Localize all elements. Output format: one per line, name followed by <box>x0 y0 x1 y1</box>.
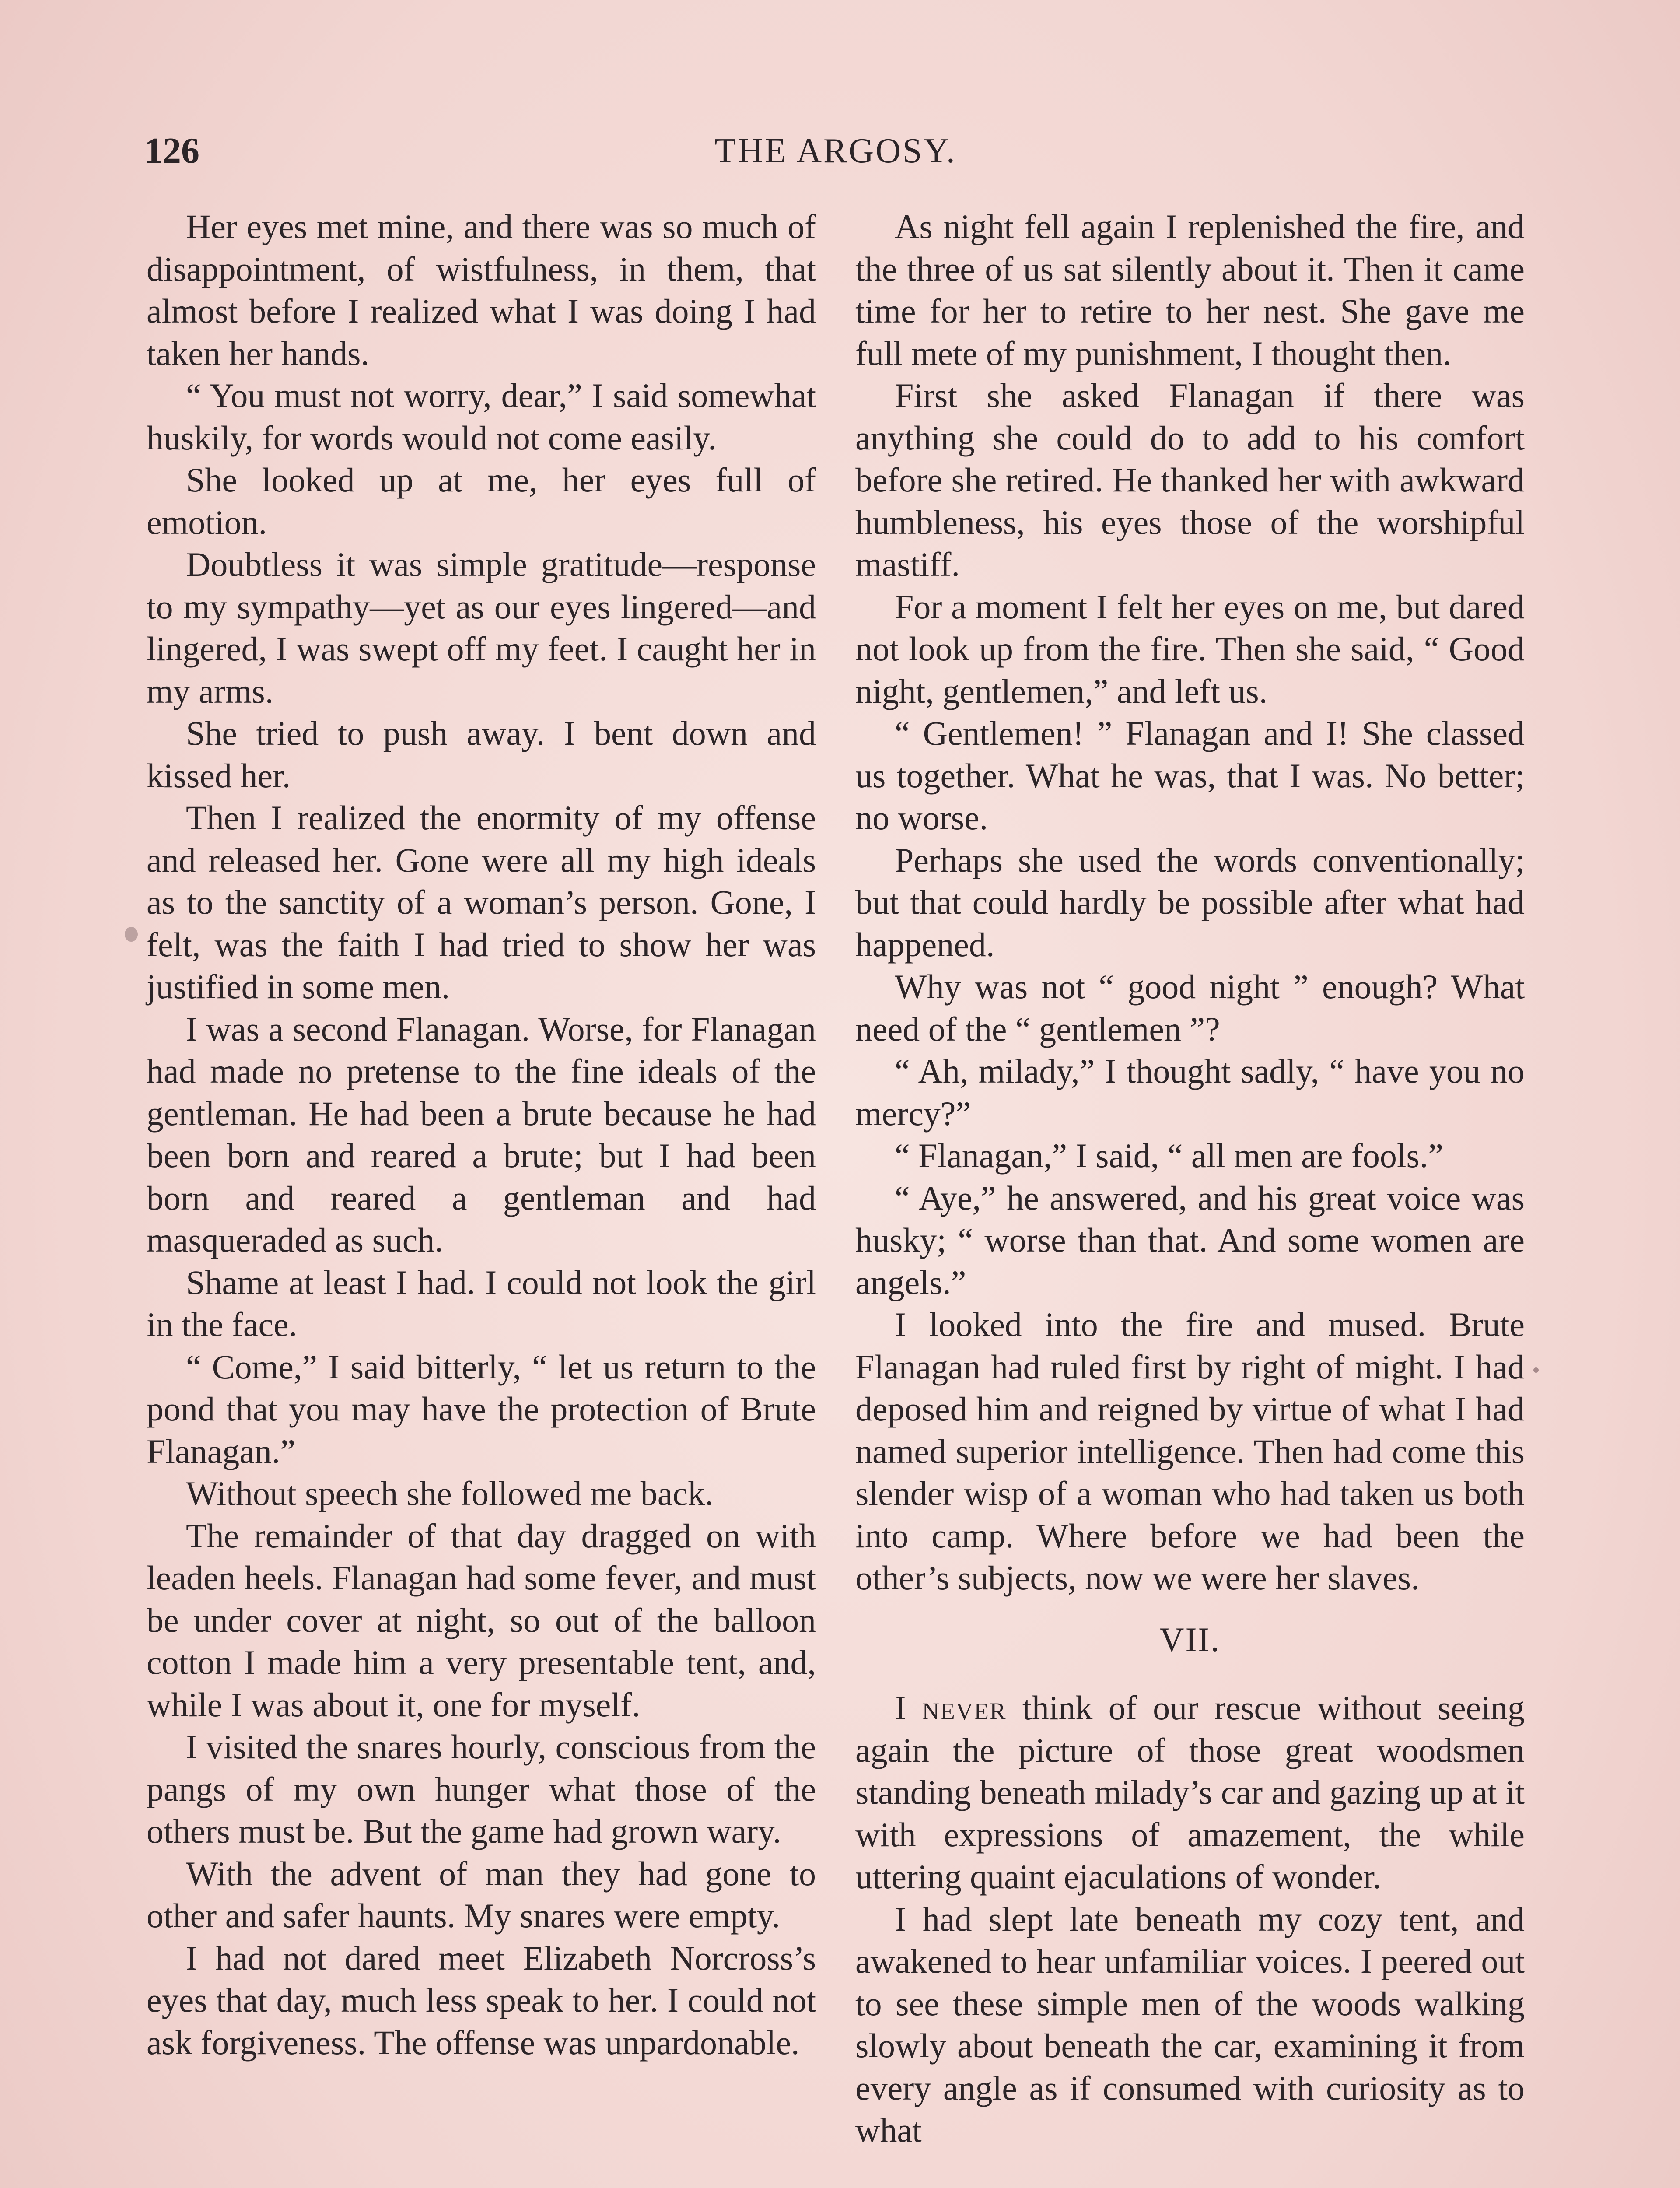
paragraph: I had slept late beneath my cozy tent, and awakened to hear unfamiliar voices. I peered out to see these simple men of the woods walking slowly about beneath the car, examining it from every angle as if consumed with curiosity as to what <box>855 1900 1525 2149</box>
paragraph: She looked up at me, her eyes full of emotion. <box>147 461 816 541</box>
paragraph: I visited the snares hourly, conscious from the pangs of my own hunger what those of the others must be. But the game had grown wary. <box>147 1728 816 1850</box>
first-word: I <box>895 1689 906 1727</box>
paragraph: Perhaps she used the words conventionally; but that could hardly be possible after what had happened. <box>855 841 1525 964</box>
paragraph: Doubtless it was simple gratitude—response to my sympathy—yet as our eyes lingered—and lingered, I was swept off my feet. I caught her in my arms. <box>147 545 816 710</box>
left-column <box>147 206 816 2064</box>
page-header <box>144 125 1527 177</box>
paragraph: Without speech she followed me back. <box>186 1474 714 1512</box>
paragraph: I looked into the fire and mused. Brute Flanagan had ruled first by right of might. I had deposed him and reigned by virtue of what I had named superior intelligence. Then had come this slender wisp of a woman who had taken us both into camp. Where before we had been the other’s subjects, now we were her slaves. <box>855 1305 1525 1597</box>
running-head: THE ARGOSY. <box>714 132 957 170</box>
paragraph: As night fell again I replenished the fire, and the three of us sat silently about it. Then it came time for her to retire to her nest. She gave me full mete of my punishment, I thought then. <box>855 207 1525 372</box>
paragraph: “ Gentlemen! ” Flanagan and I! She classed us together. What he was, that I was. No better; no worse. <box>855 714 1525 837</box>
paragraph: “ You must not worry, dear,” I said somewhat huskily, for words would not come easily. <box>147 376 816 457</box>
paragraph: First she asked Flanagan if there was anything she could do to add to his comfort before she retired. He thanked her with awkward humbleness, his eyes those of the worshipful mastiff. <box>855 376 1525 583</box>
paragraph: “ Flanagan,” I said, “ all men are fools.” <box>895 1136 1443 1175</box>
paragraph: “ Aye,” he answered, and his great voice was husky; “ worse than that. And some women are angels.” <box>855 1178 1525 1301</box>
paper-speck <box>125 927 138 942</box>
paragraph: “ Ah, milady,” I thought sadly, “ have you no mercy?” <box>855 1052 1525 1133</box>
paragraph: Then I realized the enormity of my offense and released her. Gone were all my high ideals as to the sanctity of a woman’s person. Gone, I felt, was the faith I had tried to show her was justified in some men. <box>147 799 816 1006</box>
right-column <box>855 206 1525 2152</box>
paragraph: She tried to push away. I bent down and kissed her. <box>147 714 816 795</box>
section-heading: VII. <box>1159 1620 1221 1659</box>
paragraph: Why was not “ good night ” enough? What need of the “ gentlemen ”? <box>855 968 1525 1048</box>
paragraph: With the advent of man they had gone to other and safer haunts. My snares were empty. <box>147 1854 816 1935</box>
page-number: 126 <box>144 130 200 171</box>
paragraph: Her eyes met mine, and there was so much of disappointment, of wistfulness, in them, that almost before I realized what I was doing I had taken her hands. <box>147 207 816 372</box>
paragraph: The remainder of that day dragged on with leaden heels. Flanagan had some fever, and must be under cover at night, so out of the balloon cotton I made him a very presentable tent, and, while I was about it, one for myself. <box>147 1516 816 1724</box>
first-paragraph-rest: think of our rescue without seeing again the picture of those great woodsmen standing beneath milady’s car and gazing up at it with expressions of amazement, the while uttering quaint ejaculations of wonder. <box>855 1689 1525 1896</box>
paragraph: Shame at least I had. I could not look the girl in the face. <box>147 1263 816 1343</box>
paragraph: For a moment I felt her eyes on me, but dared not look up from the fire. Then she said, “ Good night, gentlemen,” and left us. <box>855 587 1525 710</box>
paragraph: I was a second Flanagan. Worse, for Flanagan had made no pretense to the fine ideals of the gentleman. He had been a brute because he had been born and reared a brute; but I had been born and reared a gentleman and had masqueraded as such. <box>147 1010 816 1259</box>
smallcaps-word: never <box>922 1689 1007 1727</box>
paragraph: I had not dared meet Elizabeth Norcross’s eyes that day, much less speak to her. I could not ask forgiveness. The offense was unpardonable. <box>147 1939 816 2062</box>
paragraph: “ Come,” I said bitterly, “ let us return to the pond that you may have the protection of Brute Flanagan.” <box>147 1347 816 1470</box>
paper-speck <box>1533 1368 1539 1373</box>
section-first-paragraph <box>855 1687 1525 1898</box>
